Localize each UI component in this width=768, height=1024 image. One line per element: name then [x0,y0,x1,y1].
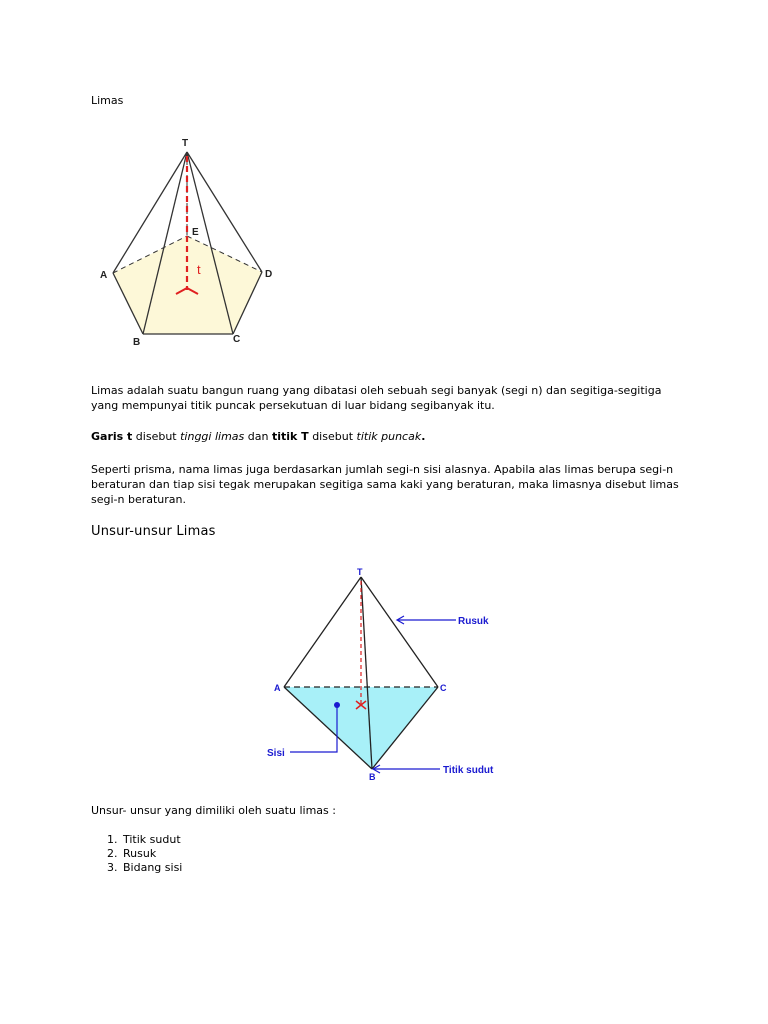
pyramid-figure-2 [262,565,512,785]
paragraph-height-apex [91,429,681,444]
label-B: B [369,772,376,782]
term-titik-t: titik T [271,430,309,443]
label-titik-sudut: Titik sudut [443,765,494,776]
paragraph-definition: Limas adalah suatu bangun ruang yang dibatasi oleh sebuah segi banyak (segi n) dan segitiga-segitiga yang mempunyai titik puncak persekutuan di luar bidang segibanyak itu. [91,384,662,412]
edge-TA [284,577,361,687]
list-item [107,861,182,875]
label-B: B [133,337,141,348]
label-T: T [182,138,189,149]
list-number: 2. [107,847,118,860]
term-titik-puncak: titik puncak [356,430,422,443]
list-intro: Unsur- unsur yang dimiliki oleh suatu limas : [91,804,336,817]
label-C: C [440,683,447,693]
list-text: Bidang sisi [123,861,183,874]
term-tinggi-limas: tinggi limas [180,430,245,443]
list-item [107,847,182,861]
list-number: 3. [107,861,118,874]
list-number: 1. [107,833,118,846]
label-D: D [265,269,273,280]
elements-list [107,833,182,875]
term-garis-t: Garis t [91,430,133,443]
page-title: Limas [91,94,124,107]
paragraph-naming: Seperti prisma, nama limas juga berdasarkan jumlah segi-n sisi alasnya. Apabila alas limas berupa segi-n beraturan dan tiap sisi tegak merupakan segitiga sama kaki yang beraturan, maka limasnya disebut limas segi-n beraturan. [91,463,679,506]
label-A: A [274,683,281,693]
label-rusuk: Rusuk [458,616,489,627]
list-text: Rusuk [123,847,157,860]
label-t: t [197,262,201,277]
label-A: A [100,270,108,281]
text-segment: disebut [308,430,357,443]
label-C: C [233,334,241,345]
list-text: Titik sudut [123,833,181,846]
label-T: T [357,567,363,577]
text-segment: dan [244,430,272,443]
text-period: . [421,430,426,443]
pyramid-figure-1 [95,132,285,352]
label-sisi: Sisi [267,748,285,759]
label-E: E [192,227,199,238]
section-heading: Unsur-unsur Limas [91,524,216,539]
face-sisi [284,687,438,769]
text-segment: disebut [132,430,181,443]
list-item [107,833,182,847]
edge-TC [361,577,438,687]
